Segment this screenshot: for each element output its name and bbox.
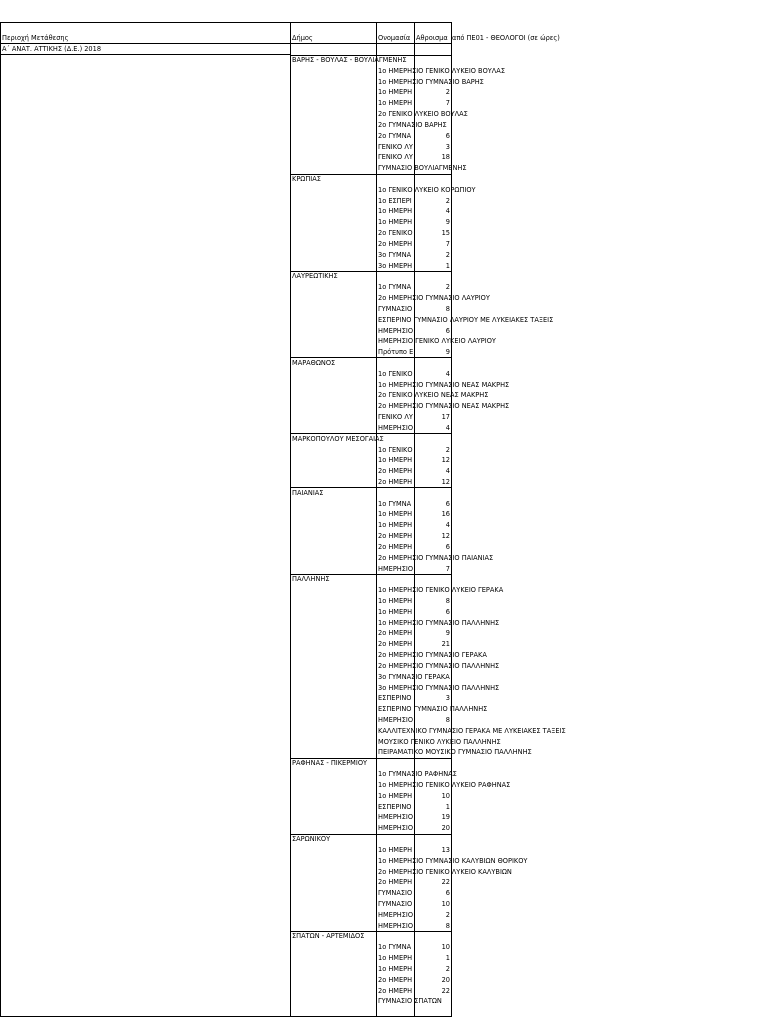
- group-divider: [290, 357, 451, 358]
- school-name: ΗΜΕΡΗΣΙΟ ΓΕΝΙΚΟ ΛΥΚΕΙΟ ΛΑΥΡΙΟΥ: [378, 337, 496, 346]
- school-hours: 2: [445, 964, 450, 973]
- municipality-name: ΡΑΦΗΝΑΣ - ΠΙΚΕΡΜΙΟΥ: [292, 759, 368, 768]
- school-name: ΠΕΙΡΑΜΑΤΙΚΟ ΜΟΥΣΙΚΟ ΓΥΜΝΑΣΙΟ ΠΑΛΛΗΝΗΣ: [378, 748, 532, 757]
- school-name: 3ο ΗΜΕΡΗ: [378, 261, 413, 270]
- school-hours: 13: [441, 845, 450, 854]
- region-row-border: [0, 54, 290, 55]
- municipality-name: ΠΑΛΛΗΝΗΣ: [292, 575, 330, 584]
- school-name: ΚΑΛΛΙΤΕΧΝΙΚΟ ΓΥΜΝΑΣΙΟ ΓΕΡΑΚΑ ΜΕ ΛΥΚΕΙΑΚΕΣ ΤΑΞΕΙΣ: [378, 726, 566, 735]
- school-hours: 19: [441, 813, 450, 822]
- school-name: ΓΕΝΙΚΟ ΛΥ: [378, 153, 413, 162]
- school-hours: 6: [445, 542, 450, 551]
- header-school-name: Ονομασία: [378, 34, 411, 42]
- header-total: Αθροισμα: [416, 34, 448, 42]
- school-name: 2ο ΗΜΕΡΗ: [378, 532, 413, 541]
- school-name: 1ο ΗΜΕΡΗΣΙΟ ΓΕΝΙΚΟ ΛΥΚΕΙΟ ΡΑΦΗΝΑΣ: [378, 780, 511, 789]
- school-hours: 6: [445, 326, 450, 335]
- school-hours: 7: [445, 239, 450, 248]
- municipality-name: ΣΠΑΤΩΝ - ΑΡΤΕΜΙΔΟΣ: [292, 932, 365, 941]
- school-name: 1ο ΗΜΕΡΗ: [378, 607, 413, 616]
- school-hours: 4: [445, 207, 450, 216]
- school-name: 1ο ΗΜΕΡΗΣΙΟ ΓΕΝΙΚΟ ΛΥΚΕΙΟ ΓΕΡΑΚΑ: [378, 586, 504, 595]
- school-name: 2ο ΗΜΕΡΗ: [378, 477, 413, 486]
- school-name: 2ο ΓΕΝΙΚΟ ΛΥΚΕΙΟ ΒΟΥΛΑΣ: [378, 110, 468, 119]
- municipality-name: ΜΑΡΑΘΩΝΟΣ: [292, 358, 336, 367]
- school-hours: 9: [445, 629, 450, 638]
- school-hours: 8: [445, 921, 450, 930]
- group-divider: [290, 758, 451, 759]
- school-hours: 6: [445, 131, 450, 140]
- school-name: 1ο ΗΜΕΡΗΣΙΟ ΓΥΜΝΑΣΙΟ ΝΕΑΣ ΜΑΚΡΗΣ: [378, 380, 510, 389]
- school-name: 1ο ΗΜΕΡΗ: [378, 521, 413, 530]
- school-name: ΓΥΜΝΑΣΙΟ ΣΠΑΤΩΝ: [378, 997, 442, 1006]
- col-b-right-border: [376, 22, 377, 1017]
- school-name: 2ο ΗΜΕΡΗ: [378, 986, 413, 995]
- school-hours: 1: [445, 802, 450, 811]
- school-hours: 8: [445, 304, 450, 313]
- school-name: 2ο ΗΜΕΡΗ: [378, 629, 413, 638]
- school-name: ΗΜΕΡΗΣΙΟ: [378, 326, 414, 335]
- school-name: 1ο ΗΜΕΡΗΣΙΟ ΓΥΜΝΑΣΙΟ ΚΑΛΥΒΙΩΝ ΘΟΡΙΚΟΥ: [378, 856, 528, 865]
- school-hours: 20: [441, 824, 450, 833]
- school-hours: 2: [445, 88, 450, 97]
- school-name: 2ο ΓΥΜΝΑΣΙΟ ΒΑΡΗΣ: [378, 120, 447, 129]
- school-name: 2ο ΗΜΕΡΗ: [378, 542, 413, 551]
- school-name: ΗΜΕΡΗΣΙΟ: [378, 921, 414, 930]
- school-hours: 8: [445, 597, 450, 605]
- school-name: 3ο ΓΥΜΝΑΣΙΟ ΓΕΡΑΚΑ: [378, 672, 450, 681]
- school-hours: 2: [445, 196, 450, 205]
- school-hours: 2: [445, 283, 450, 292]
- school-hours: 10: [441, 791, 450, 800]
- school-hours: 20: [441, 975, 450, 984]
- group-divider: [290, 55, 451, 56]
- school-hours: 4: [445, 467, 450, 476]
- group-divider: [290, 174, 451, 175]
- school-name: 1ο ΗΜΕΡΗ: [378, 964, 413, 973]
- school-hours: 1: [445, 261, 450, 270]
- school-hours: 17: [441, 413, 450, 422]
- school-name: 2ο ΗΜΕΡΗ: [378, 640, 413, 649]
- school-name: 1ο ΗΜΕΡΗ: [378, 597, 413, 605]
- school-name: ΗΜΕΡΗΣΙΟ: [378, 716, 414, 725]
- school-name: ΓΥΜΝΑΣΙΟ: [378, 304, 413, 313]
- school-hours: 1: [445, 954, 450, 963]
- municipality-name: ΣΑΡΩΝΙΚΟΥ: [292, 835, 331, 844]
- school-name: 1ο ΓΥΜΝΑ: [378, 943, 412, 952]
- municipality-name: ΜΑΡΚΟΠΟΥΛΟΥ ΜΕΣΟΓΑΙΑΣ: [292, 434, 384, 443]
- group-divider: [290, 271, 451, 272]
- school-name: 1ο ΗΜΕΡΗΣΙΟ ΓΕΝΙΚΟ ΛΥΚΕΙΟ ΒΟΥΛΑΣ: [378, 66, 505, 75]
- school-name: 1ο ΗΜΕΡΗΣΙΟ ΓΥΜΝΑΣΙΟ ΒΑΡΗΣ: [378, 77, 484, 86]
- school-hours: 22: [441, 878, 450, 887]
- group-divider: [290, 834, 451, 835]
- school-name: ΓΥΜΝΑΣΙΟ: [378, 889, 413, 898]
- school-hours: 6: [445, 499, 450, 508]
- school-hours: 16: [441, 510, 450, 519]
- municipality-name: ΠΑΙΑΝΙΑΣ: [292, 488, 324, 497]
- school-name: ΜΟΥΣΙΚΟ ΓΕΝΙΚΟ ΛΥΚΕΙΟ ΠΑΛΛΗΝΗΣ: [378, 737, 501, 746]
- school-name: 1ο ΗΜΕΡΗ: [378, 954, 413, 963]
- group-divider: [290, 931, 451, 932]
- col-a-right-border: [290, 22, 291, 1017]
- bottom-border: [0, 1016, 452, 1017]
- school-name: 1ο ΗΜΕΡΗ: [378, 99, 413, 108]
- header-region: Περιοχή Μετάθεσης: [2, 34, 69, 42]
- school-name: 3ο ΓΥΜΝΑ: [378, 250, 412, 259]
- school-name: 1ο ΗΜΕΡΗ: [378, 218, 413, 227]
- header-municipality: Δήμος: [292, 34, 313, 42]
- school-name: ΗΜΕΡΗΣΙΟ: [378, 564, 414, 573]
- school-name: 2ο ΗΜΕΡΗΣΙΟ ΓΥΜΝΑΣΙΟ ΠΑΛΛΗΝΗΣ: [378, 661, 500, 670]
- school-hours: 7: [445, 99, 450, 108]
- col-c-right-border: [414, 22, 415, 1017]
- school-name: 2ο ΓΕΝΙΚΟ: [378, 229, 413, 238]
- col-a-left-border: [0, 22, 1, 1017]
- school-name: 1ο ΓΕΝΙΚΟ: [378, 445, 413, 454]
- school-hours: 9: [445, 218, 450, 227]
- school-hours: 6: [445, 607, 450, 616]
- school-name: 2ο ΓΥΜΝΑ: [378, 131, 412, 140]
- school-name: 1ο ΗΜΕΡΗΣΙΟ ΓΥΜΝΑΣΙΟ ΠΑΛΛΗΝΗΣ: [378, 618, 500, 627]
- school-hours: 2: [445, 910, 450, 919]
- school-hours: 7: [445, 564, 450, 573]
- school-name: 2ο ΗΜΕΡΗ: [378, 467, 413, 476]
- school-hours: 2: [445, 445, 450, 454]
- municipality-name: ΒΑΡΗΣ - ΒΟΥΛΑΣ - ΒΟΥΛΙΑΓΜΕΝΗΣ: [292, 56, 407, 64]
- school-name: ΕΣΠΕΡΙΝΟ: [378, 694, 412, 703]
- school-name: 2ο ΗΜΕΡΗ: [378, 878, 413, 887]
- school-hours: 3: [445, 142, 450, 151]
- school-name: ΕΣΠΕΡΙΝΟ: [378, 802, 412, 811]
- school-name: 2ο ΗΜΕΡΗ: [378, 975, 413, 984]
- school-hours: 4: [445, 423, 450, 432]
- school-hours: 22: [441, 986, 450, 995]
- school-name: 1ο ΗΜΕΡΗ: [378, 845, 413, 854]
- school-name: ΗΜΕΡΗΣΙΟ: [378, 910, 414, 919]
- col-d-right-border: [451, 22, 452, 1017]
- school-hours: 10: [441, 899, 450, 908]
- school-hours: 12: [441, 477, 450, 486]
- school-name: 1ο ΗΜΕΡΗ: [378, 88, 413, 97]
- school-name: 2ο ΓΕΝΙΚΟ ΛΥΚΕΙΟ ΝΕΑΣ ΜΑΚΡΗΣ: [378, 391, 489, 400]
- school-name: 1ο ΗΜΕΡΗ: [378, 207, 413, 216]
- school-hours: 9: [445, 348, 450, 357]
- school-hours: 10: [441, 943, 450, 952]
- school-name: 2ο ΗΜΕΡΗΣΙΟ ΓΥΜΝΑΣΙΟ ΛΑΥΡΙΟΥ: [378, 294, 490, 303]
- school-name: ΓΕΝΙΚΟ ΛΥ: [378, 142, 413, 151]
- school-name: ΕΣΠΕΡΙΝΟ ΓΥΜΝΑΣΙΟ ΠΑΛΛΗΝΗΣ: [378, 705, 488, 714]
- school-name: 1ο ΓΥΜΝΑΣΙΟ ΡΑΦΗΝΑΣ: [378, 770, 457, 779]
- school-name: ΓΥΜΝΑΣΙΟ ΒΟΥΛΙΑΓΜΕΝΗΣ: [378, 164, 467, 173]
- school-hours: 4: [445, 369, 450, 378]
- school-name: 1ο ΓΕΝΙΚΟ: [378, 369, 413, 378]
- school-hours: 6: [445, 889, 450, 898]
- school-hours: 2: [445, 250, 450, 259]
- school-name: 3ο ΗΜΕΡΗΣΙΟ ΓΥΜΝΑΣΙΟ ΠΑΛΛΗΝΗΣ: [378, 683, 500, 692]
- school-name: 1ο ΗΜΕΡΗ: [378, 510, 413, 519]
- school-hours: 21: [441, 640, 450, 649]
- header-bottom-border: [0, 43, 452, 44]
- school-name: 1ο ΓΕΝΙΚΟ ΛΥΚΕΙΟ ΚΟΡΩΠΙΟΥ: [378, 185, 476, 194]
- school-name: 2ο ΗΜΕΡΗΣΙΟ ΓΥΜΝΑΣΙΟ ΠΑΙΑΝΙΑΣ: [378, 553, 494, 562]
- school-hours: 8: [445, 716, 450, 725]
- region-label: Α΄ ΑΝΑΤ. ΑΤΤΙΚΗΣ (Δ.Ε.) 2018: [2, 44, 102, 53]
- group-divider: [290, 574, 451, 575]
- school-name: 2ο ΗΜΕΡΗΣΙΟ ΓΥΜΝΑΣΙΟ ΓΕΡΑΚΑ: [378, 651, 487, 660]
- school-name: 1ο ΗΜΕΡΗ: [378, 791, 413, 800]
- school-name: 1ο ΗΜΕΡΗ: [378, 456, 413, 465]
- school-name: ΓΥΜΝΑΣΙΟ: [378, 899, 413, 908]
- school-name: ΕΣΠΕΡΙΝΟ ΓΥΜΝΑΣΙΟ ΛΑΥΡΙΟΥ ΜΕ ΛΥΚΕΙΑΚΕΣ ΤΑΞΕΙΣ: [378, 315, 554, 324]
- school-hours: 4: [445, 521, 450, 530]
- school-hours: 3: [445, 694, 450, 703]
- header-specialty: από ΠΕ01 - ΘΕΟΛΟΓΟΙ (σε ώρες): [452, 34, 560, 42]
- municipality-name: ΚΡΩΠΙΑΣ: [292, 175, 321, 184]
- school-hours: 12: [441, 532, 450, 541]
- school-hours: 12: [441, 456, 450, 465]
- school-hours: 15: [441, 229, 450, 238]
- school-name: ΗΜΕΡΗΣΙΟ: [378, 824, 414, 833]
- school-name: 1ο ΓΥΜΝΑ: [378, 283, 412, 292]
- school-hours: 18: [441, 153, 450, 162]
- group-divider: [290, 433, 451, 434]
- group-divider: [290, 487, 451, 488]
- school-name: 1ο ΓΥΜΝΑ: [378, 499, 412, 508]
- school-name: 2ο ΗΜΕΡΗ: [378, 239, 413, 248]
- school-name: 2ο ΗΜΕΡΗΣΙΟ ΓΕΝΙΚΟ ΛΥΚΕΙΟ ΚΑΛΥΒΙΩΝ: [378, 867, 512, 876]
- school-name: ΗΜΕΡΗΣΙΟ: [378, 813, 414, 822]
- municipality-name: ΛΑΥΡΕΩΤΙΚΗΣ: [292, 272, 338, 281]
- school-name: Πρότυπο Ε: [378, 348, 414, 357]
- top-border: [0, 22, 452, 23]
- school-name: ΓΕΝΙΚΟ ΛΥ: [378, 413, 413, 422]
- school-name: ΗΜΕΡΗΣΙΟ: [378, 423, 414, 432]
- school-name: 1ο ΕΣΠΕΡΙ: [378, 196, 412, 205]
- school-name: 2ο ΗΜΕΡΗΣΙΟ ΓΥΜΝΑΣΙΟ ΝΕΑΣ ΜΑΚΡΗΣ: [378, 402, 510, 411]
